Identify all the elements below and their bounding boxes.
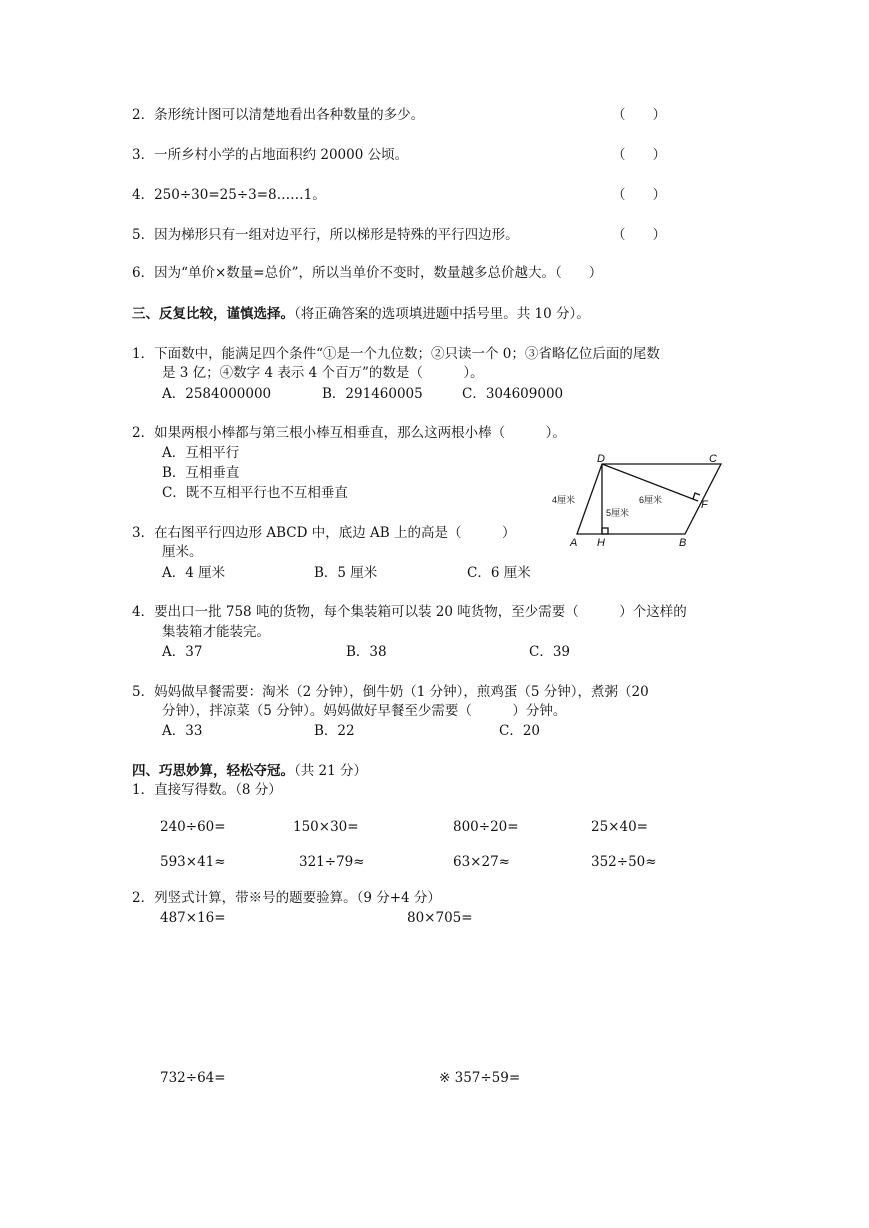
- point-f: F: [701, 499, 708, 511]
- s3-q2-line1: 2．如果两根小棒都与第三根小棒互相垂直，那么这两根小棒（ ）。: [132, 425, 566, 441]
- s3-q4-line1: 4．要出口一批 758 吨的货物，每个集装箱可以装 20 吨货物，至少需要（ ）个这样的: [132, 604, 687, 620]
- vertical-calc-item-verify[interactable]: ※ 357÷59=: [439, 1070, 521, 1086]
- section3-note: （将正确答案的选项填进题中括号里。共 10 分）。: [294, 306, 590, 322]
- s3-q5-option-c[interactable]: C．20: [499, 723, 541, 739]
- calc-item[interactable]: 593×41≈: [160, 854, 226, 870]
- right-angle-h: [602, 528, 608, 534]
- vertical-calc-item[interactable]: 80×705=: [407, 910, 473, 926]
- s3-q3-line2: 厘米。: [162, 544, 203, 560]
- s3-q4-option-c[interactable]: C．39: [529, 644, 571, 660]
- label-ad-length: 4厘米: [552, 495, 576, 505]
- calc-item[interactable]: 63×27≈: [453, 854, 510, 870]
- vertex-b: B: [679, 537, 687, 549]
- s3-q2-option-b[interactable]: B．互相垂直: [162, 465, 240, 481]
- calc-item[interactable]: 321÷79≈: [299, 854, 365, 870]
- judge-q2-text: 2．条形统计图可以清楚地看出各种数量的多少。: [132, 107, 425, 123]
- parallelogram-figure: [552, 452, 740, 550]
- calc-item[interactable]: 800÷20=: [453, 819, 519, 835]
- s3-q3-option-c[interactable]: C．6 厘米: [467, 565, 531, 581]
- calc-item[interactable]: 25×40=: [591, 819, 648, 835]
- s3-q3-option-b[interactable]: B．5 厘米: [314, 565, 378, 581]
- vertical-calc-item[interactable]: 487×16=: [160, 910, 226, 926]
- s3-q4-line2: 集装箱才能装完。: [162, 624, 270, 640]
- s3-q1-option-b[interactable]: B．291460005: [322, 386, 423, 402]
- calc-item[interactable]: 240÷60=: [160, 819, 226, 835]
- section4-note: （共 21 分）: [294, 763, 368, 779]
- label-df-length: 6厘米: [639, 495, 663, 505]
- judge-q2-answer-paren[interactable]: （ ）: [612, 107, 666, 123]
- vertex-d: D: [597, 453, 605, 465]
- vertex-c: C: [709, 453, 717, 465]
- judge-q3-answer-paren[interactable]: （ ）: [612, 147, 666, 163]
- judge-q4-answer-paren[interactable]: （ ）: [612, 187, 666, 203]
- section4-title: 四、巧思妙算，轻松夺冠。: [132, 763, 294, 779]
- judge-q5-text: 5．因为梯形只有一组对边平行，所以梯形是特殊的平行四边形。: [132, 227, 519, 243]
- label-dh-length: 5厘米: [606, 508, 630, 518]
- s3-q1-option-c[interactable]: C．304609000: [462, 386, 564, 402]
- section3-title: 三、反复比较，谨慎选择。: [132, 306, 294, 322]
- s3-q2-option-a[interactable]: A．互相平行: [162, 445, 240, 461]
- vertical-calc-item[interactable]: 732÷64=: [160, 1070, 226, 1086]
- s3-q5-option-b[interactable]: B．22: [314, 723, 355, 739]
- s3-q5-option-a[interactable]: A．33: [162, 723, 203, 739]
- s3-q3-option-a[interactable]: A．4 厘米: [162, 565, 226, 581]
- s3-q2-option-c[interactable]: C．既不互相平行也不互相垂直: [162, 485, 348, 501]
- judge-q5-answer-paren[interactable]: （ ）: [612, 227, 666, 243]
- judge-q6-text: 6．因为“单价×数量=总价”，所以当单价不变时，数量越多总价越大。（ ）: [132, 265, 603, 281]
- s4-p2-heading: 2．列竖式计算，带※号的题要验算。（9 分+4 分）: [132, 890, 441, 906]
- judge-q4-text: 4．250÷30=25÷3=8……1。: [132, 187, 326, 203]
- calc-item[interactable]: 352÷50≈: [591, 854, 657, 870]
- judge-q3-text: 3．一所乡村小学的占地面积约 20000 公顷。: [132, 147, 409, 163]
- right-angle-f: [693, 493, 700, 499]
- s3-q4-option-b[interactable]: B．38: [346, 644, 387, 660]
- s3-q1-option-a[interactable]: A．2584000000: [162, 386, 272, 402]
- s3-q4-option-a[interactable]: A．37: [162, 644, 203, 660]
- s3-q1-line1: 1．下面数中，能满足四个条件“①是一个九位数；②只读一个 0；③省略亿位后面的尾数: [132, 346, 660, 362]
- section4-heading: [132, 762, 367, 780]
- s3-q5-line2: 分钟），拌凉菜（5 分钟）。妈妈做好早餐至少需要（ ）分钟。: [162, 703, 567, 719]
- s4-p1-heading: 1．直接写得数。（8 分）: [132, 782, 282, 798]
- s3-q1-line2: 是 3 亿；④数字 4 表示 4 个百万”的数是（ ）。: [162, 365, 484, 381]
- section3-heading: [132, 305, 590, 323]
- s3-q3-line1: 3．在右图平行四边形 ABCD 中，底边 AB 上的高是（ ）: [132, 525, 516, 541]
- vertex-h: H: [597, 537, 605, 549]
- calc-item[interactable]: 150×30=: [293, 819, 359, 835]
- vertex-a: A: [570, 537, 578, 549]
- s3-q5-line1: 5．妈妈做早餐需要：淘米（2 分钟），倒牛奶（1 分钟），煎鸡蛋（5 分钟），煮粥（20: [132, 684, 649, 700]
